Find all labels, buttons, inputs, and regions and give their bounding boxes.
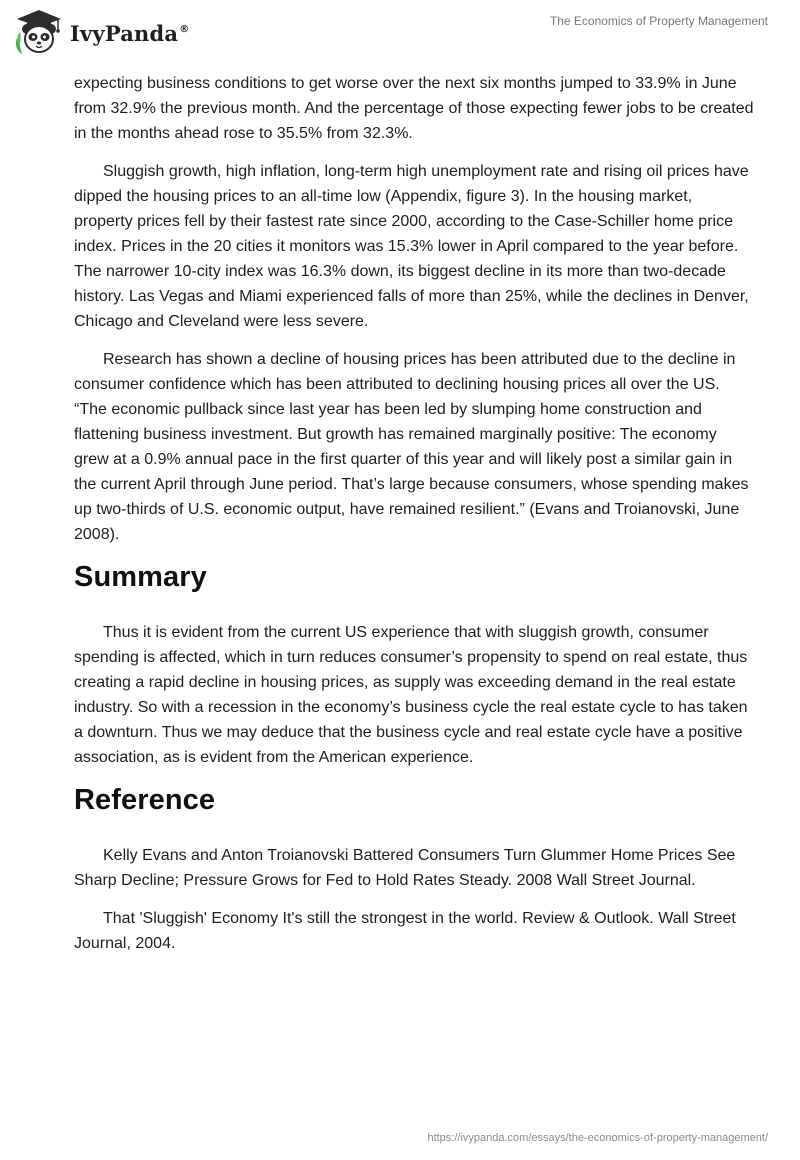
essay-content	[74, 71, 754, 969]
summary-heading: Summary	[74, 561, 207, 593]
reference-item: That 'Sluggish' Economy It's still the strongest in the world. Review & Outlook. Wall Street Journal, 2004.	[74, 910, 736, 952]
page-header	[0, 0, 800, 70]
summary-paragraph: Thus it is evident from the current US experience that with sluggish growth, consumer spending is affected, which in turn reduces consumer’s propensity to spend on real estate, thus creating a rapid decline in housing prices, as supply was exceeding demand in the real estate industry. So with a recession in the economy’s business cycle the real estate cycle to has taken a downturn. Thus we may deduce that the business cycle and real estate cycle have a positive association, as is evident from the American experience.	[74, 624, 748, 766]
paragraph-research: Research has shown a decline of housing prices has been attributed due to the decline in consumer confidence which has been attributed to declining housing prices all over the US. “The economic pullback since last year has been led by slumping home construction and flattening business investment. But growth has remained marginally positive: The economy grew at a 0.9% annual pace in the first quarter of this year and will likely post a similar gain in the current April through June period. That’s large because consumers, whose spending makes up two-thirds of U.S. economic output, have remained resilient.” (Evans and Troianovski, June 2008).	[74, 351, 749, 543]
source-url[interactable]: https://ivypanda.com/essays/the-economics-of-property-management/	[427, 1132, 768, 1144]
document-title: The Economics of Property Management	[549, 14, 768, 28]
logo-text: IvyPanda®	[70, 20, 190, 46]
reference-heading: Reference	[74, 784, 216, 816]
panda-graduate-icon	[14, 8, 64, 56]
ivypanda-logo[interactable]	[14, 8, 189, 56]
registered-mark: ®	[179, 23, 190, 35]
paragraph-housing-prices: Sluggish growth, high inflation, long-term high unemployment rate and rising oil prices have dipped the housing prices to an all-time low (Appendix, figure 3). In the housing market, property prices fell by their fastest rate since 2000, according to the Case-Schiller home price index. Prices in the 20 cities it monitors was 15.3% lower in April compared to the year before. The narrower 10-city index was 16.3% down, its biggest decline in its more than two-decade history. Las Vegas and Miami experienced falls of more than 25%, while the declines in Denver, Chicago and Cleveland were less severe.	[74, 163, 749, 330]
reference-item: Kelly Evans and Anton Troianovski Battered Consumers Turn Glummer Home Prices See Sharp Decline; Pressure Grows for Fed to Hold Rates Steady. 2008 Wall Street Journal.	[74, 847, 736, 889]
paragraph-continued: expecting business conditions to get worse over the next six months jumped to 33.9% in June from 32.9% the previous month. And the percentage of those expecting fewer jobs to be created in the months ahead rose to 35.5% from 32.3%.	[74, 75, 754, 142]
